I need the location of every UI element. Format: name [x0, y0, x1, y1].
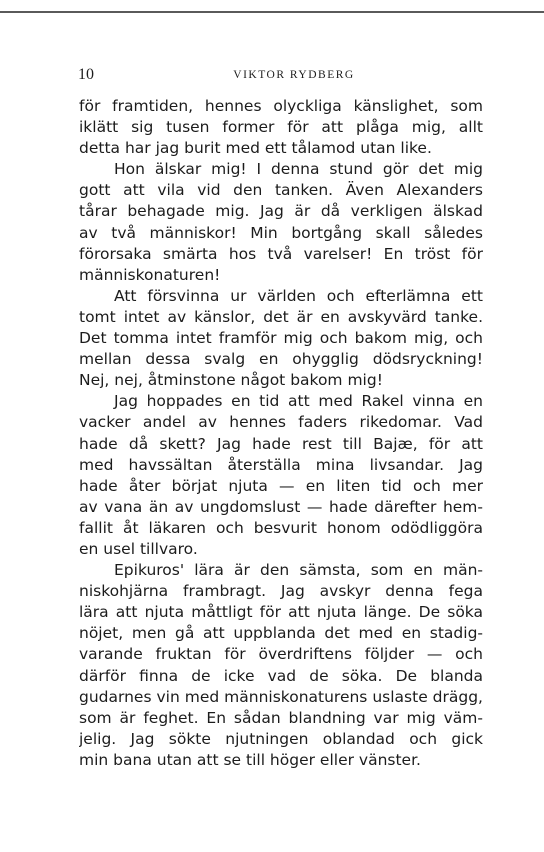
text-line: detta har jag burit med ett tålamod utan like. — [79, 139, 432, 158]
text-line: gott att vila vid den tanken. Även Alexanders — [79, 181, 483, 200]
text-line: tårar behagade mig. Jag är då verkligen älskad — [79, 202, 483, 221]
running-head: VIKTOR RYDBERG — [233, 69, 355, 81]
text-line: fallit åt läkaren och besvurit honom odödliggöra — [79, 518, 483, 537]
text-line: Det tomma intet framför mig och bakom mig, och — [79, 329, 483, 348]
text-line: Nej, nej, åtminstone något bakom mig! — [79, 371, 383, 390]
text-line: lära att njuta måttligt för att njuta länge. De söka — [79, 603, 483, 622]
text-line: iklätt sig tusen former för att plåga mig, allt — [79, 118, 483, 137]
page-number: 10 — [78, 66, 94, 83]
text-line: niskohjärna frambragt. Jag avskyr denna fega — [79, 582, 483, 601]
text-line: gudarnes vin med människonaturens uslaste drägg, — [79, 687, 483, 706]
text-line: mellan dessa svalg en ohygglig dödsryckning! — [79, 350, 483, 369]
text-line: förorsaka smärta hos två varelser! En tröst för — [79, 244, 483, 263]
text-line: min bana utan att se till höger eller vänster. — [79, 750, 421, 769]
text-line: därför finna de icke vad de söka. De blanda — [79, 666, 483, 685]
text-line: jelig. Jag sökte njutningen oblandad och gick — [79, 729, 483, 748]
text-line: Jag hoppades en tid att med Rakel vinna en — [114, 392, 483, 411]
text-line: människonaturen! — [79, 265, 221, 284]
body-text — [79, 96, 483, 771]
text-line: för framtiden, hennes olyckliga känslighet, som — [79, 97, 483, 115]
text-line: Att försvinna ur världen och efterlämna ett — [114, 286, 483, 305]
text-line: Epikuros' lära är den sämsta, som en män- — [114, 561, 483, 580]
text-line: av vana än av ungdomslust — hade därefter hem- — [79, 497, 483, 516]
text-line: vacker andel av hennes faders rikedomar. Vad — [79, 413, 483, 432]
text-line: som är feghet. En sådan blandning var mig väm- — [79, 708, 483, 727]
text-line: varande fruktan för överdriftens följder — och — [79, 645, 483, 664]
text-line: hade åter börjat njuta — en liten tid och mer — [79, 476, 483, 495]
text-line: tomt intet av känslor, det är en avskyvärd tanke. — [79, 307, 483, 326]
top-rule — [0, 11, 544, 13]
text-line: av två människor! Min bortgång skall således — [79, 223, 483, 242]
text-line: hade då skett? Jag hade rest till Bajæ, för att — [79, 434, 483, 453]
text-line: Hon älskar mig! I denna stund gör det mig — [114, 160, 483, 179]
text-line: med havssältan återställa mina livsandar. Jag — [79, 455, 483, 474]
text-line: nöjet, men gå att uppblanda det med en stadig- — [79, 624, 483, 643]
text-line: en usel tillvaro. — [79, 539, 198, 558]
